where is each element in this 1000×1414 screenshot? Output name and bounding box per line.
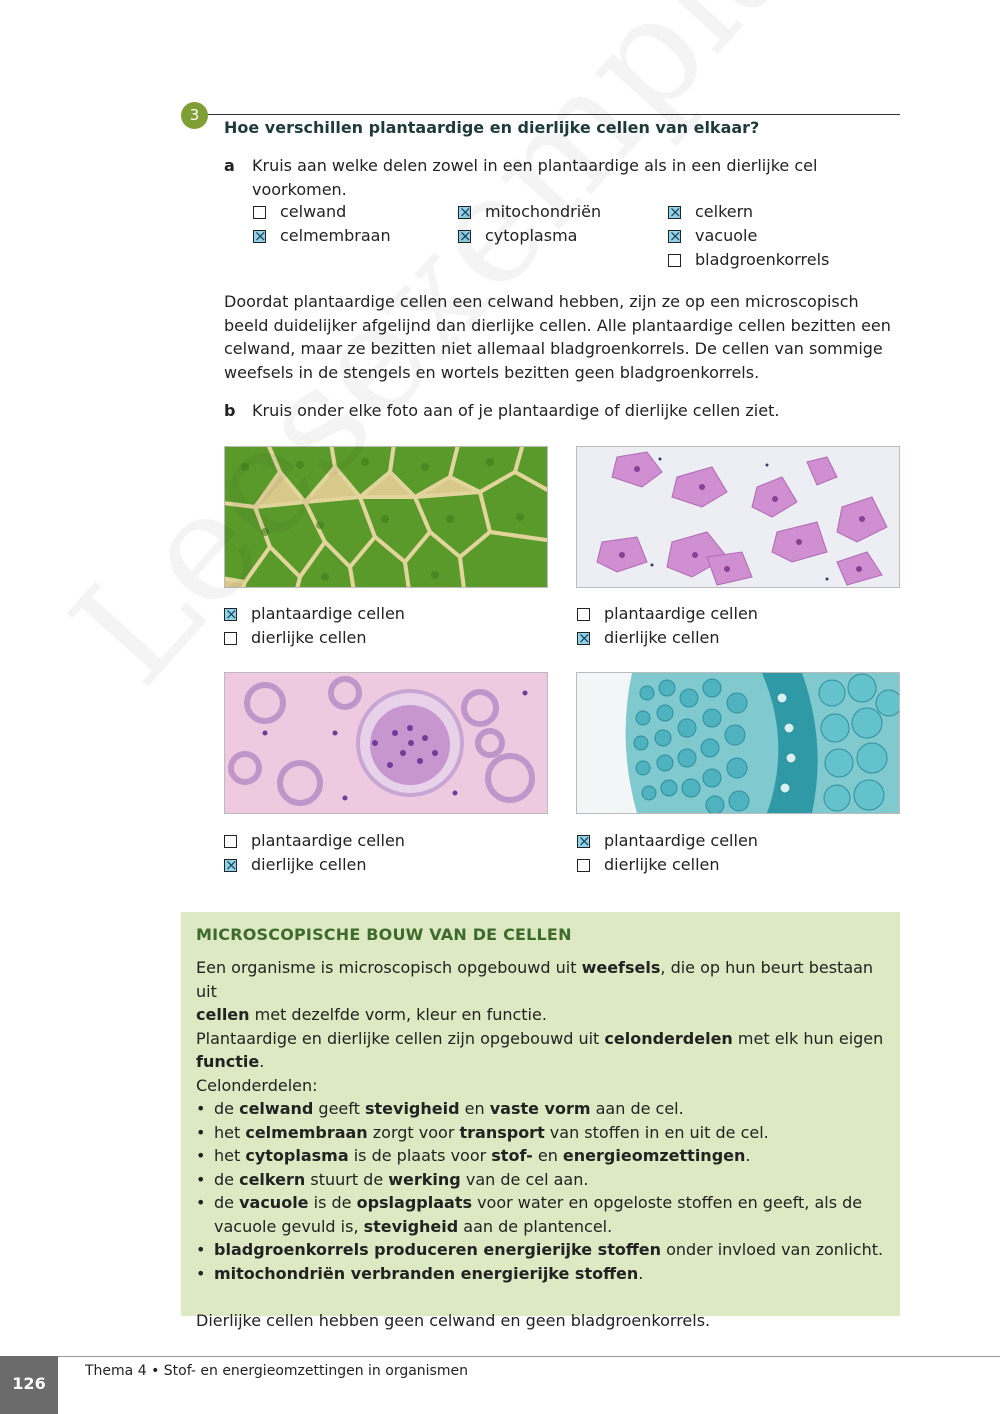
question-rule <box>208 114 900 115</box>
info-line: Celonderdelen: <box>196 1075 318 1095</box>
checkbox-celmembraan[interactable] <box>253 230 266 243</box>
bullet-vacuole: • de vacuole is de opslagplaats voor water en opgeloste stoffen en geeft, als de vacuole gevuld is, stevigheid aan de plantencel. <box>196 1191 896 1238</box>
bullet-bladgroenkorrels: • bladgroenkorrels produceren energierijke stoffen onder invloed van zonlicht. <box>196 1238 896 1262</box>
photo2-plant-checkbox[interactable] <box>577 608 590 621</box>
page-number: 126 <box>0 1356 58 1414</box>
photo3-animal-option[interactable]: × dierlijke cellen <box>224 854 367 876</box>
checkbox-celwand[interactable] <box>253 206 266 219</box>
bullet-celkern: • de celkern stuurt de werking van de cel aan. <box>196 1168 896 1192</box>
bullet-cytoplasma: • het cytoplasma is de plaats voor stof- en energieomzettingen. <box>196 1144 896 1168</box>
option-bladgroenkorrels[interactable]: bladgroenkorrels <box>668 249 829 271</box>
photo4-animal-checkbox[interactable] <box>577 859 590 872</box>
footer-rule <box>58 1356 1000 1357</box>
question-title: Hoe verschillen plantaardige en dierlijke cellen van elkaar? <box>224 118 760 137</box>
option-celwand[interactable]: celwand <box>253 201 346 223</box>
photo2-animal-checkbox[interactable] <box>577 632 590 645</box>
blue-stem-section-photo <box>576 672 900 814</box>
question-number-badge: 3 <box>181 102 208 129</box>
photo2-plant-option[interactable]: plantaardige cellen <box>577 603 758 625</box>
photo3-plant-checkbox[interactable] <box>224 835 237 848</box>
green-plant-cells-photo <box>224 446 548 588</box>
checkbox-vacuole[interactable] <box>668 230 681 243</box>
info-box-title: MICROSCOPISCHE BOUW VAN DE CELLEN <box>196 925 572 944</box>
part-a-prompt: Kruis aan welke delen zowel in een plantaardige als in een dierlijke cel voorkomen. <box>252 156 818 199</box>
option-celmembraan[interactable]: × celmembraan <box>253 225 391 247</box>
photo2-animal-option[interactable]: × dierlijke cellen <box>577 627 720 649</box>
photo1-animal-option[interactable]: dierlijke cellen <box>224 627 367 649</box>
part-b-letter: b <box>224 401 236 420</box>
footer-chapter-title: Thema 4 • Stof- en energieomzettingen in organismen <box>85 1363 468 1379</box>
photo4-plant-checkbox[interactable] <box>577 835 590 848</box>
photo4-animal-option[interactable]: dierlijke cellen <box>577 854 720 876</box>
info-line: Plantaardige en dierlijke cellen zijn opgebouwd uit celonderdelen met elk hun eigen <box>196 1028 884 1048</box>
kidney-tissue-photo <box>224 672 548 814</box>
option-vacuole[interactable]: × vacuole <box>668 225 757 247</box>
photo3-animal-checkbox[interactable] <box>224 859 237 872</box>
checkbox-celkern[interactable] <box>668 206 681 219</box>
option-mitochondrien[interactable]: × mitochondriën <box>458 201 601 223</box>
explanation-paragraph: Doordat plantaardige cellen een celwand hebben, zijn ze op een microscopisch beeld duidelijker afgelijnd dan dierlijke cellen. Alle plantaardige cellen bezitten een celwand, maar ze bezitten niet allemaal bladgroenkorrels. De cellen van sommige weefsels in de stengels en wortels bezitten geen bladgroenkorrels. <box>224 292 891 382</box>
info-line: cellen met dezelfde vorm, kleur en functie. <box>196 1005 547 1024</box>
photo4-plant-option[interactable]: × plantaardige cellen <box>577 830 758 852</box>
info-line: functie. <box>196 1052 265 1071</box>
photo3-plant-option[interactable]: plantaardige cellen <box>224 830 405 852</box>
checkbox-cytoplasma[interactable] <box>458 230 471 243</box>
purple-cheek-cells-photo <box>576 446 900 588</box>
part-a-letter: a <box>224 156 235 175</box>
checkbox-mitochondrien[interactable] <box>458 206 471 219</box>
info-closing: Dierlijke cellen hebben geen celwand en geen bladgroenkorrels. <box>196 1310 711 1330</box>
photo1-plant-checkbox[interactable] <box>224 608 237 621</box>
bullet-celmembraan: • het celmembraan zorgt voor transport van stoffen in en uit de cel. <box>196 1121 896 1145</box>
option-cytoplasma[interactable]: × cytoplasma <box>458 225 577 247</box>
bullet-celwand: • de celwand geeft stevigheid en vaste vorm aan de cel. <box>196 1097 896 1121</box>
part-b-prompt: Kruis onder elke foto aan of je plantaardige of dierlijke cellen ziet. <box>252 401 780 420</box>
photo1-plant-option[interactable]: × plantaardige cellen <box>224 603 405 625</box>
bullet-mitochondrien: • mitochondriën verbranden energierijke stoffen. <box>196 1262 896 1286</box>
info-box-body <box>196 956 896 1332</box>
checkbox-bladgroenkorrels[interactable] <box>668 254 681 267</box>
info-line: Een organisme is microscopisch opgebouwd uit weefsels, die op hun beurt bestaan uit <box>196 958 874 1001</box>
photo1-animal-checkbox[interactable] <box>224 632 237 645</box>
option-celkern[interactable]: × celkern <box>668 201 753 223</box>
